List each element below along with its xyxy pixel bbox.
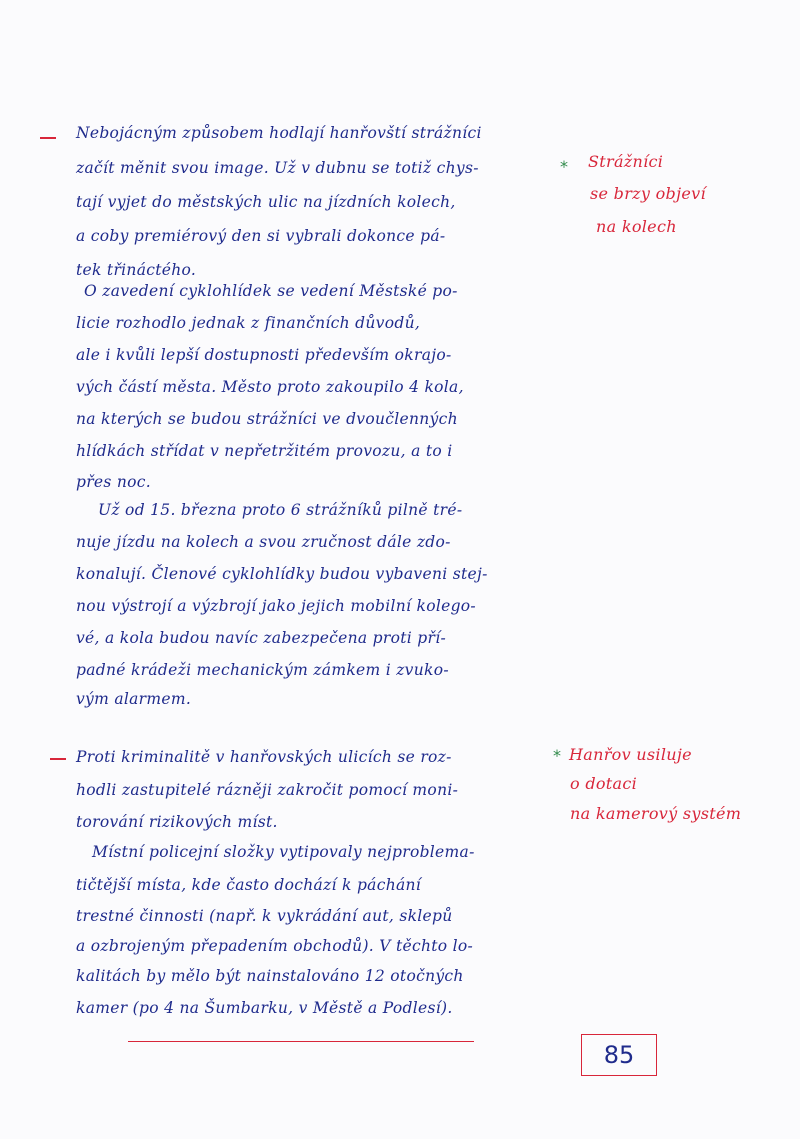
text-line: přes noc. xyxy=(76,473,152,491)
section-dash-marker xyxy=(40,137,56,139)
text-line: začít měnit svou image. Už v dubnu se totiž chys- xyxy=(76,159,479,177)
text-line: tek třináctého. xyxy=(76,261,197,279)
text-line: kalitách by mělo být nainstalováno 12 otočných xyxy=(76,967,464,985)
text-line: padné krádeži mechanickým zámkem i zvuko- xyxy=(76,661,449,679)
text-line: tají vyjet do městských ulic na jízdních kolech, xyxy=(76,193,456,211)
margin-note-line: na kamerový systém xyxy=(570,804,742,823)
text-line: O zavedení cyklohlídek se vedení Městské po- xyxy=(84,282,458,300)
text-line: vým alarmem. xyxy=(76,690,192,708)
asterisk-icon: * xyxy=(553,746,561,765)
margin-note-line: se brzy objeví xyxy=(590,184,706,203)
text-line: a coby premiérový den si vybrali dokonce pá- xyxy=(76,227,446,245)
text-line: trestné činnosti (např. k vykrádání aut, sklepů xyxy=(76,907,453,925)
margin-note-line: na kolech xyxy=(596,217,677,236)
text-line: hlídkách střídat v nepřetržitém provozu, a to i xyxy=(76,442,453,460)
page-number-box xyxy=(581,1034,657,1076)
text-line: nuje jízdu na kolech a svou zručnost dále zdo- xyxy=(76,533,451,551)
bottom-rule xyxy=(128,1041,474,1042)
text-line: konalují. Členové cyklohlídky budou vybaveni stej- xyxy=(76,565,488,583)
text-line: hodli zastupitelé rázněji zakročit pomocí moni- xyxy=(76,781,459,799)
text-line: ale i kvůli lepší dostupnosti především okrajo- xyxy=(76,346,452,364)
margin-note-line: Hanřov usiluje xyxy=(569,745,692,764)
text-line: licie rozhodlo jednak z finančních důvodů, xyxy=(76,314,421,332)
text-line: na kterých se budou strážníci ve dvoučlenných xyxy=(76,410,458,428)
text-line: nou výstrojí a výzbrojí jako jejich mobilní kolego- xyxy=(76,597,476,615)
text-line: vé, a kola budou navíc zabezpečena proti pří- xyxy=(76,629,446,647)
text-line: Proti kriminalitě v hanřovských ulicích se roz- xyxy=(76,748,452,766)
margin-note-line: Strážníci xyxy=(588,152,664,171)
text-line: vých částí města. Město proto zakoupilo 4 kola, xyxy=(76,378,464,396)
text-line: kamer (po 4 na Šumbarku, v Městě a Podlesí). xyxy=(76,999,453,1017)
asterisk-icon: * xyxy=(560,157,568,176)
text-line: torování rizikových míst. xyxy=(76,813,278,831)
text-line: Už od 15. března proto 6 strážníků pilně tré- xyxy=(98,501,463,519)
page-number: 85 xyxy=(603,1041,635,1069)
text-line: tičtější místa, kde často dochází k páchání xyxy=(76,876,422,894)
margin-note-line: o dotaci xyxy=(570,774,638,793)
section-dash-marker xyxy=(50,758,66,760)
text-line: Nebojácným způsobem hodlají hanřovští strážníci xyxy=(76,124,482,142)
text-line: a ozbrojeným přepadením obchodů). V těchto lo- xyxy=(76,937,474,955)
text-line: Místní policejní složky vytipovaly nejproblema- xyxy=(92,843,475,861)
